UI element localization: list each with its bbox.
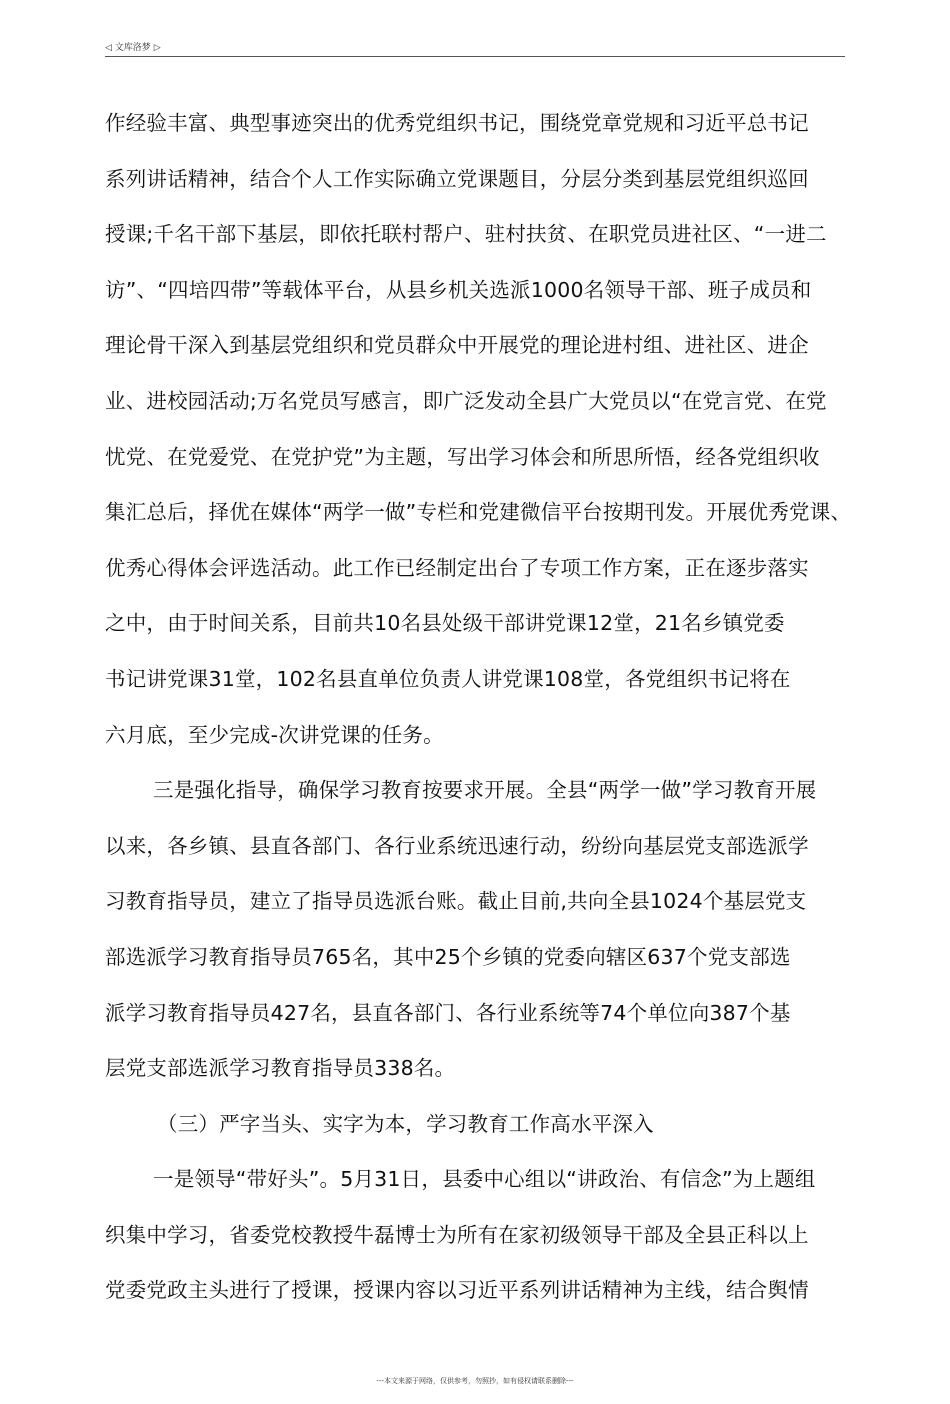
paragraph-first-line: 一是领导“带好头”。5月31日，县委中心组以“讲政治、有信念”为上题组 <box>153 1167 816 1192</box>
page-header <box>105 38 845 57</box>
section-heading: （三）严字当头、实字为本，学习教育工作高水平深入 <box>157 1111 654 1136</box>
paragraph-line: 书记讲党课31堂，102名县直单位负责人讲党课108堂，各党组织书记将在 <box>105 666 791 691</box>
paragraph-line: 理论骨干深入到基层党组织和党员群众中开展党的理论进村组、进社区、进企 <box>105 333 809 358</box>
paragraph-line: 授课;千名干部下基层，即依托联村帮户、驻村扶贫、在职党员进社区、“一进二 <box>105 222 827 247</box>
paragraph-line: 业、进校园活动;万名党员写感言，即广泛发动全县广大党员以“在党言党、在党 <box>105 388 827 413</box>
paragraph-line: 之中，由于时间关系，目前共10名县处级干部讲党课12堂，21名乡镇党委 <box>105 611 785 636</box>
paragraph-line: 部选派学习教育指导员765名，其中25个乡镇的党委向辖区637个党支部选 <box>105 944 791 969</box>
paragraph-line: 优秀心得体会评选活动。此工作已经制定出台了专项工作方案，正在逐步落实 <box>105 555 809 580</box>
paragraph-line: 作经验丰富、典型事迹突出的优秀党组织书记，围绕党章党规和习近平总书记 <box>105 111 809 135</box>
header-title: 文库洛梦 <box>114 43 151 53</box>
paragraph-line: 系列讲话精神，结合个人工作实际确立党课题目，分层分类到基层党组织巡回 <box>105 166 809 191</box>
left-triangle-icon: ◁ <box>105 43 112 53</box>
paragraph-line: 织集中学习，省委党校教授牛磊博士为所有在家初级领导干部及全县正科以上 <box>105 1222 809 1247</box>
paragraph-line: 忧党、在党爱党、在党护党”为主题，写出学习体会和所思所悟，经各党组织收 <box>105 444 820 469</box>
header-title-group <box>105 40 161 53</box>
paragraph-line: 习教育指导员，建立了指导员选派台账。截止目前,共向全县1024个基层党支 <box>105 889 807 914</box>
right-triangle-icon: ▷ <box>153 43 161 53</box>
paragraph-line: 六月底，至少完成-次讲党课的任务。 <box>105 722 444 747</box>
paragraph-line: 层党支部选派学习教育指导员338名。 <box>105 1056 456 1081</box>
page-footer-disclaimer: ---本文来源于网络，仅供参考，勿照抄，如有侵权请联系删除--- <box>376 1377 574 1385</box>
document-body <box>105 102 865 1325</box>
paragraph-line: 以来，各乡镇、县直各部门、各行业系统迅速行动，纷纷向基层党支部选派学 <box>105 833 809 858</box>
paragraph-first-line: 三是强化指导，确保学习教育按要求开展。全县“两学一做”学习教育开展 <box>153 778 817 803</box>
paragraph-line: 访”、“四培四带”等载体平台，从县乡机关选派1000名领导干部、班子成员和 <box>105 277 812 302</box>
paragraph-line: 党委党政主头进行了授课，授课内容以习近平系列讲话精神为主线，结合舆情 <box>105 1278 809 1303</box>
paragraph-line: 派学习教育指导员427名，县直各部门、各行业系统等74个单位向387个基 <box>105 1000 791 1025</box>
paragraph-line: 集汇总后，择优在媒体“两学一做”专栏和党建微信平台按期刊发。开展优秀党课、 <box>105 500 852 525</box>
